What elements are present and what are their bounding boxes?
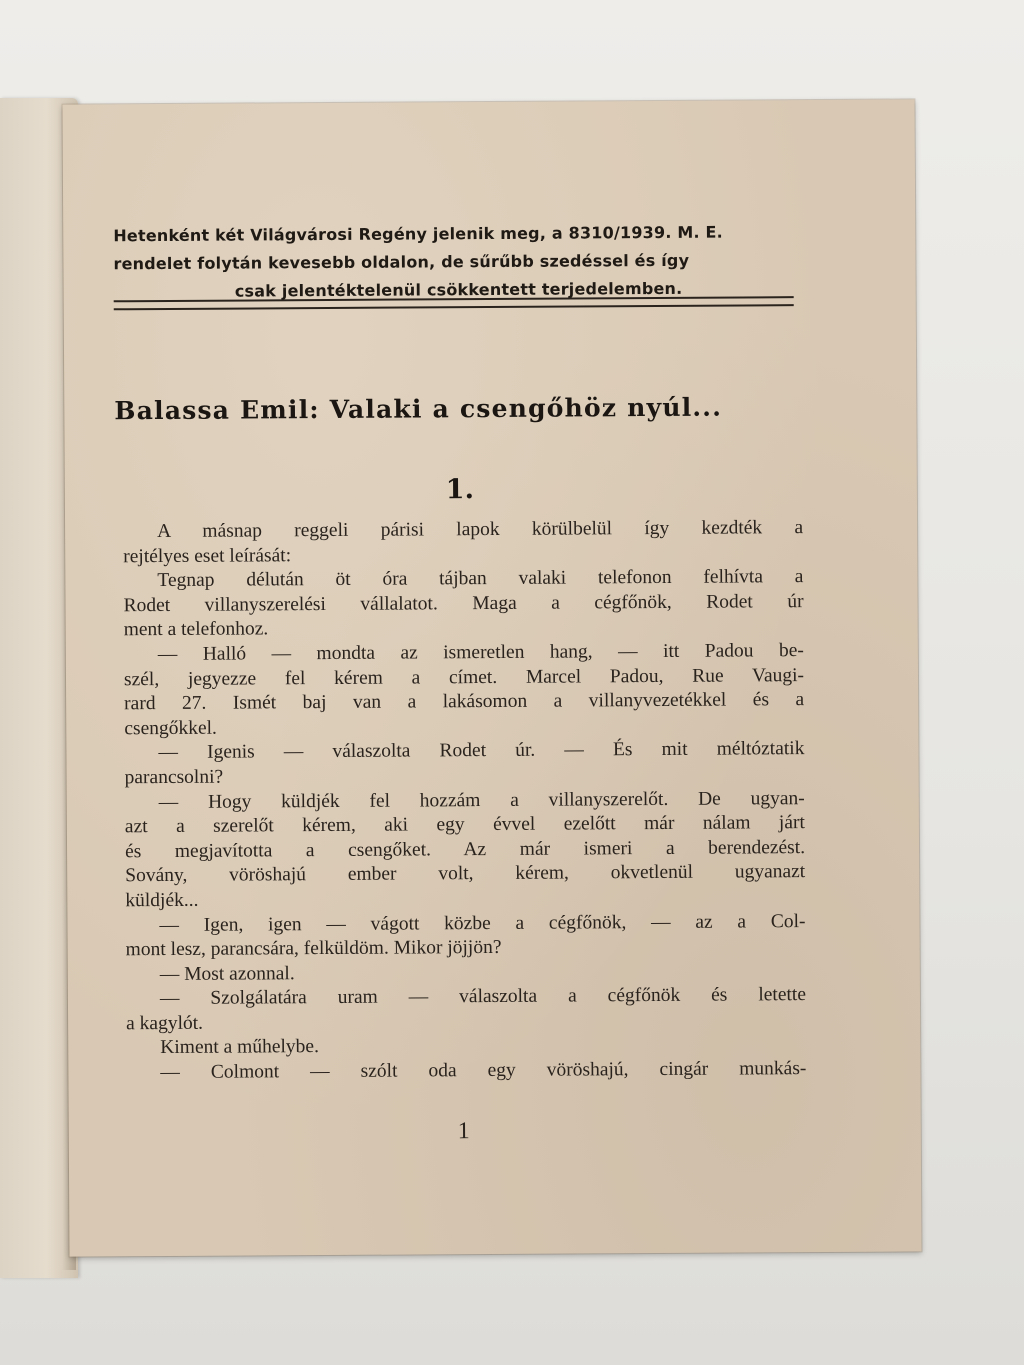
text-line: küldjék...: [125, 889, 199, 912]
text-line: Rodet villanyszerelési vállalatot. Maga a cégfőnök, Rodet úr: [123, 590, 804, 617]
text-line: Sovány, vöröshajú ember volt, kérem, okvetlenül ugyanazt: [125, 861, 806, 887]
booklet-page: [62, 99, 921, 1256]
story-title: Balassa Emil: Valaki a csengőhöz nyúl...: [114, 392, 723, 426]
notice-line: rendelet folytán kevesebb oldalon, de sűrűbb szedéssel és így: [113, 250, 690, 274]
text-line: — Szolgálatára uram — válaszolta a cégfőnök és letette: [159, 984, 807, 1010]
text-line: a kagylót.: [126, 1012, 204, 1035]
text-line: szél, jegyezze fel kérem a címet. Marcel Padou, Rue Vaugi-: [123, 664, 805, 690]
text-line: — Igenis — válaszolta Rodet úr. — És mit méltóztatik: [158, 738, 805, 764]
text-line: — Hogy küldjék fel hozzám a villanyszerelőt. De ugyan-: [158, 787, 805, 813]
text-line: — Most azonnal.: [159, 962, 295, 985]
text-line: — Halló — mondta az ismeretlen hang, — itt Padou be-: [157, 640, 804, 666]
page-number: 1: [457, 1118, 470, 1145]
text-line: A másnap reggeli párisi lapok körülbelül így kezdték a: [157, 517, 804, 543]
story-body: [123, 516, 806, 1086]
text-line: parancsolni?: [124, 766, 224, 789]
text-line: — Colmont — szólt oda egy vöröshajú, cingár munkás-: [160, 1058, 807, 1084]
text-line: Tegnap délután öt óra tájban valaki telefonon felhívta a: [157, 566, 804, 592]
text-line: rejtélyes eset leírását:: [123, 544, 292, 567]
text-line: azt a szerelőt kérem, aki egy évvel ezelőtt már nálam járt: [124, 812, 805, 838]
text-line: rard 27. Ismét baj van a lakásomon a villanyvezetékkel és a: [124, 689, 805, 715]
text-line: Kiment a műhelybe.: [160, 1036, 319, 1059]
chapter-number: 1.: [445, 474, 475, 506]
text-line: és megjavította a csengőket. Az már ismeri a berendezést.: [124, 836, 806, 862]
text-line: ment a telefonhoz.: [123, 618, 269, 641]
notice-line: csak jelentéktelenül csökkentett terjedelemben.: [234, 278, 683, 301]
text-line: csengőkkel.: [124, 717, 217, 739]
publication-notice: [113, 218, 804, 306]
text-line: mont lesz, parancsára, felküldöm. Mikor jöjjön?: [125, 937, 502, 961]
notice-line: Hetenként két Világvárosi Regény jelenik meg, a 8310/1939. M. E.: [113, 222, 723, 246]
text-line: — Igen, igen — vágott közbe a cégfőnök, — az a Col-: [159, 910, 806, 936]
